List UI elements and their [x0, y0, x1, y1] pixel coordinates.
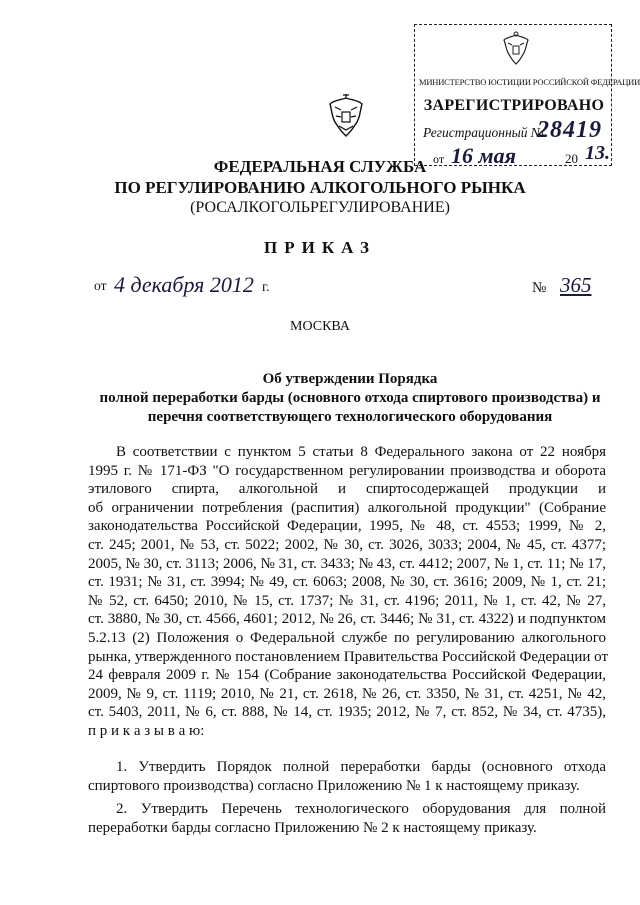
coat-of-arms-icon — [326, 92, 366, 140]
preamble-paragraph — [88, 443, 606, 741]
document-type-title: ПРИКАЗ — [264, 238, 376, 257]
stamp-date: 16 мая — [451, 143, 516, 168]
text-line: 5.2.13 (2) Положения о Федеральной службе по регулированию алкогольного — [88, 629, 606, 646]
order-date: 4 декабря 2012 — [114, 272, 254, 297]
subject-line1: Об утверждении Порядка — [262, 371, 438, 387]
number-sign: № — [532, 280, 547, 296]
date-prefix: от — [94, 278, 107, 293]
text-line: В соответствии с пунктом 5 статьи 8 Федерального закона от 22 ноября — [116, 444, 606, 460]
stamp-reg-number-label: Регистрационный № — [423, 125, 544, 140]
date-suffix: г. — [262, 280, 270, 295]
text-line: этилового спирта, алкогольной и спиртосодержащей продукции и — [88, 481, 606, 498]
subject-line2: полной переработки барды (основного отхода спиртового производства) и — [99, 390, 601, 406]
text-line: № 52, ст. 6450; 2010, № 15, ст. 1737; № 31, ст. 4196; 2011, № 1, ст. 42, № 27, — [88, 592, 606, 609]
text-line: переработки барды согласно Приложению № 2 к настоящему приказу. — [88, 819, 537, 836]
stamp-from-label: от — [433, 152, 445, 166]
agency-abbreviation: (РОСАЛКОГОЛЬРЕГУЛИРОВАНИЕ) — [190, 199, 450, 216]
stamp-year: 13. — [585, 142, 610, 164]
text-line: ст. 245; 2001, № 53, ст. 5022; 2002, № 30, ст. 3026, 3033; 2004, № 45, ст. 4377; — [88, 536, 606, 553]
text-line: 24 февраля 2009 г. № 154 (Собрание законодательства Российской Федерации, — [88, 667, 606, 684]
text-line: 2. Утвердить Перечень технологического оборудования для полной — [116, 801, 606, 817]
text-line: ст. 1931; № 31, ст. 3994; № 49, ст. 6063; 2008, № 30, ст. 3616; 2009, № 1, ст. 21; — [88, 574, 606, 591]
agency-name-line2: ПО РЕГУЛИРОВАНИЮ АЛКОГОЛЬНОГО РЫНКА — [114, 178, 526, 197]
registration-stamp — [414, 24, 640, 168]
text-line: рынка, утвержденного постановлением Правительства Российской Федерации от — [88, 648, 608, 665]
order-verb: п р и к а з ы в а ю: — [88, 722, 205, 739]
text-line: спиртового производства) согласно Приложению № 1 к настоящему приказу. — [88, 777, 580, 794]
coat-of-arms-icon — [501, 31, 531, 67]
text-line: 1995 г. № 171-ФЗ "О государственном регулировании производства и оборота — [88, 462, 606, 479]
order-number: 365 — [560, 273, 592, 297]
text-line: 2005, № 30, ст. 3113; 2006, № 31, ст. 3433; № 43, ст. 4412; 2007, № 1, ст. 11; № 17, — [88, 555, 606, 572]
stamp-year-prefix: 20 — [565, 151, 578, 166]
stamp-registered-text: ЗАРЕГИСТРИРОВАНО — [423, 97, 605, 114]
text-line: законодательства Российской Федерации, 1995, № 48, ст. 4553; 1999, № 2, — [88, 518, 606, 535]
text-line: ст. 3880, № 30, ст. 4566, 4601; 2012, № 26, ст. 3446; № 31, ст. 4322) и подпунктом — [88, 611, 606, 628]
text-line: 1. Утвердить Порядок полной переработки барды (основного отхода — [116, 759, 606, 775]
text-line: 2009, № 9, ст. 1119; 2010, № 21, ст. 2618, № 26, ст. 3350, № 31, ст. 4251, № 42, — [88, 685, 606, 702]
text-line: об ограничении потребления (распития) алкогольной продукции" (Собрание — [88, 499, 606, 516]
stamp-reg-number: 28419 — [537, 117, 602, 143]
stamp-ministry-text: МИНИСТЕРСТВО ЮСТИЦИИ РОССИЙСКОЙ ФЕДЕРАЦИИ — [419, 77, 640, 87]
order-item-1 — [88, 758, 606, 795]
city: МОСКВА — [290, 319, 350, 334]
agency-name-line1: ФЕДЕРАЛЬНАЯ СЛУЖБА — [213, 157, 427, 176]
text-line: ст. 5403, 2011, № 6, ст. 888, № 14, ст. 1935; 2012, № 7, ст. 852, № 34, ст. 4735), — [88, 704, 606, 721]
subject-line3: перечня соответствующего технологического оборудования — [147, 409, 553, 425]
order-item-2 — [88, 800, 606, 837]
